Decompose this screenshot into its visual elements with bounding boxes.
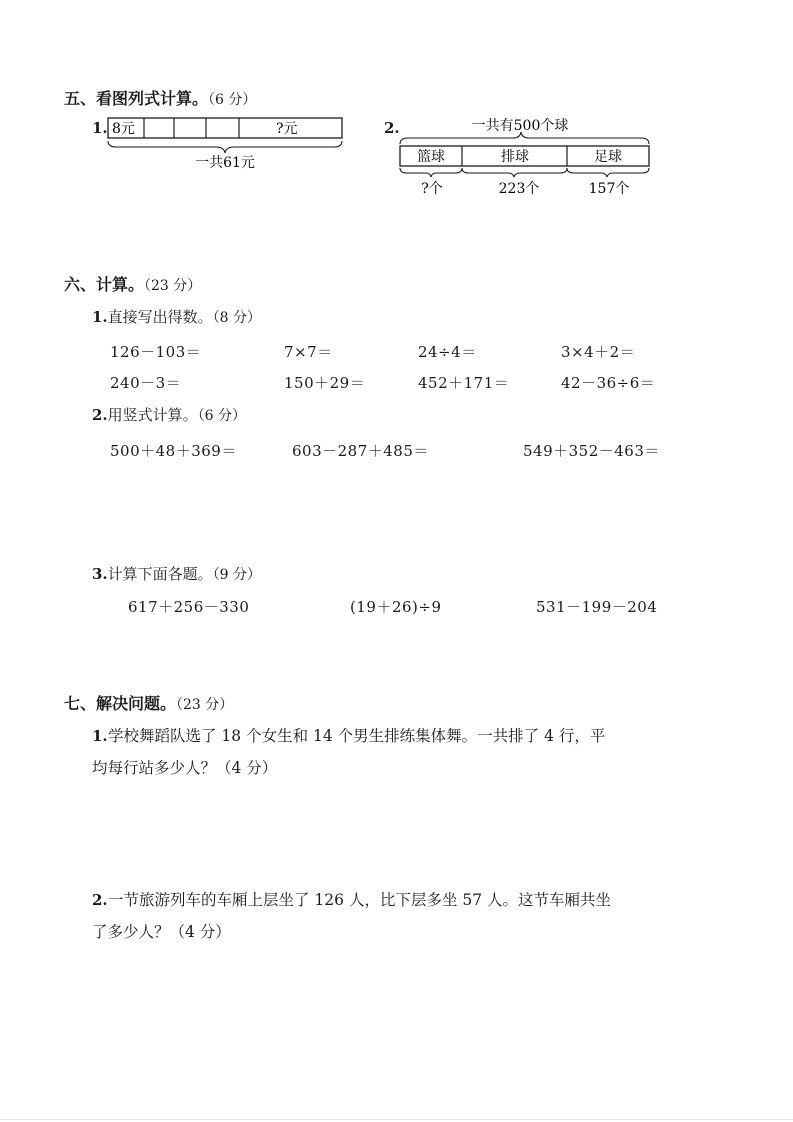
s7-q1-number: 1.	[92, 727, 108, 745]
s5-q2-segment-football: 足球	[594, 149, 622, 165]
s6-part2-title: 用竖式计算。	[107, 406, 198, 424]
s7-q2-line2: 了多少人？（4 分）	[92, 923, 231, 941]
oral-calc-item: 150＋29＝	[284, 374, 366, 392]
oral-calc-item: 3×4＋2＝	[561, 343, 636, 361]
s5-q2-brace-1	[400, 168, 462, 177]
s6-part2-points: （6 分）	[197, 408, 247, 424]
section-5-title: 五、看图列式计算。	[64, 89, 209, 108]
s7-q2-text	[92, 884, 708, 948]
s5-q1-bar-diagram	[106, 114, 351, 176]
s5-q2-number: 2.	[384, 119, 400, 137]
s6-part1-points: （8 分）	[212, 310, 262, 326]
calc-item: (19＋26)÷9	[350, 598, 442, 616]
calc-item: 531－199－204	[536, 598, 658, 616]
vertical-calc-item: 500＋48＋369＝	[110, 442, 237, 460]
vertical-calc-item: 549＋352－463＝	[523, 442, 660, 460]
oral-calc-item: 42－36÷6＝	[561, 374, 656, 392]
s7-q1-line2: 均每行站多少人？（4 分）	[92, 759, 278, 777]
s5-q2-count-basketball: ?个	[421, 181, 443, 197]
s6-part2-heading	[92, 404, 246, 425]
section-6-points: （23 分）	[144, 278, 202, 294]
s6-part3-number: 3.	[92, 565, 108, 583]
s5-q1-cell-unknown: ?元	[276, 121, 298, 137]
section-7-points: （23 分）	[176, 697, 234, 713]
section-5-points: （6 分）	[208, 92, 257, 108]
s7-q1-text	[92, 720, 708, 784]
s6-part1-number: 1.	[92, 308, 108, 326]
s5-q1-bar-outline	[108, 118, 342, 138]
s5-q2-count-football: 157个	[588, 181, 630, 197]
s6-part1-title: 直接写出得数。	[107, 308, 213, 326]
section-6-header	[64, 272, 201, 295]
s5-q2-brace-2	[462, 168, 567, 177]
s6-part3-points: （9 分）	[212, 567, 262, 583]
s5-q2-count-volleyball: 223个	[498, 181, 540, 197]
section-6-title: 六、计算。	[64, 275, 145, 294]
calc-item: 617＋256－330	[128, 598, 250, 616]
s6-part1-heading	[92, 306, 261, 327]
s5-q2-segment-basketball: 篮球	[417, 149, 445, 165]
section-5-header	[64, 86, 256, 109]
s5-q2-bar-diagram	[395, 112, 660, 200]
vertical-calc-item: 603－287＋485＝	[292, 442, 429, 460]
oral-calc-item: 452＋171＝	[418, 374, 510, 392]
s7-q2-line1: 一节旅游列车的车厢上层坐了 126 人，比下层多坐 57 人。这节车厢共坐	[108, 891, 612, 909]
oral-calc-item: 24÷4＝	[418, 343, 477, 361]
s5-q2-total: 一共有500个球	[471, 118, 569, 134]
oral-calc-item: 7×7＝	[284, 343, 333, 361]
section-7-title: 七、解决问题。	[64, 694, 177, 713]
s5-q1-brace	[108, 141, 342, 153]
page-bottom-edge	[0, 1119, 793, 1120]
s5-q2-brace-3	[567, 168, 649, 177]
s7-q1-line1: 学校舞蹈队选了 18 个女生和 14 个男生排练集体舞。一共排了 4 行，平	[108, 727, 606, 745]
s5-q1-total: 一共61元	[195, 155, 255, 171]
s7-q2-number: 2.	[92, 891, 108, 909]
s6-part3-title: 计算下面各题。	[107, 565, 213, 583]
s5-q2-segment-volleyball: 排球	[501, 149, 529, 165]
section-7-header	[64, 691, 233, 714]
oral-calc-item: 240－3＝	[110, 374, 182, 392]
oral-calc-item: 126－103＝	[110, 343, 202, 361]
s6-part2-number: 2.	[92, 406, 108, 424]
s6-part3-heading	[92, 563, 261, 584]
s5-q1-cell-first: 8元	[112, 121, 135, 137]
s5-q1-number: 1.	[92, 119, 108, 137]
